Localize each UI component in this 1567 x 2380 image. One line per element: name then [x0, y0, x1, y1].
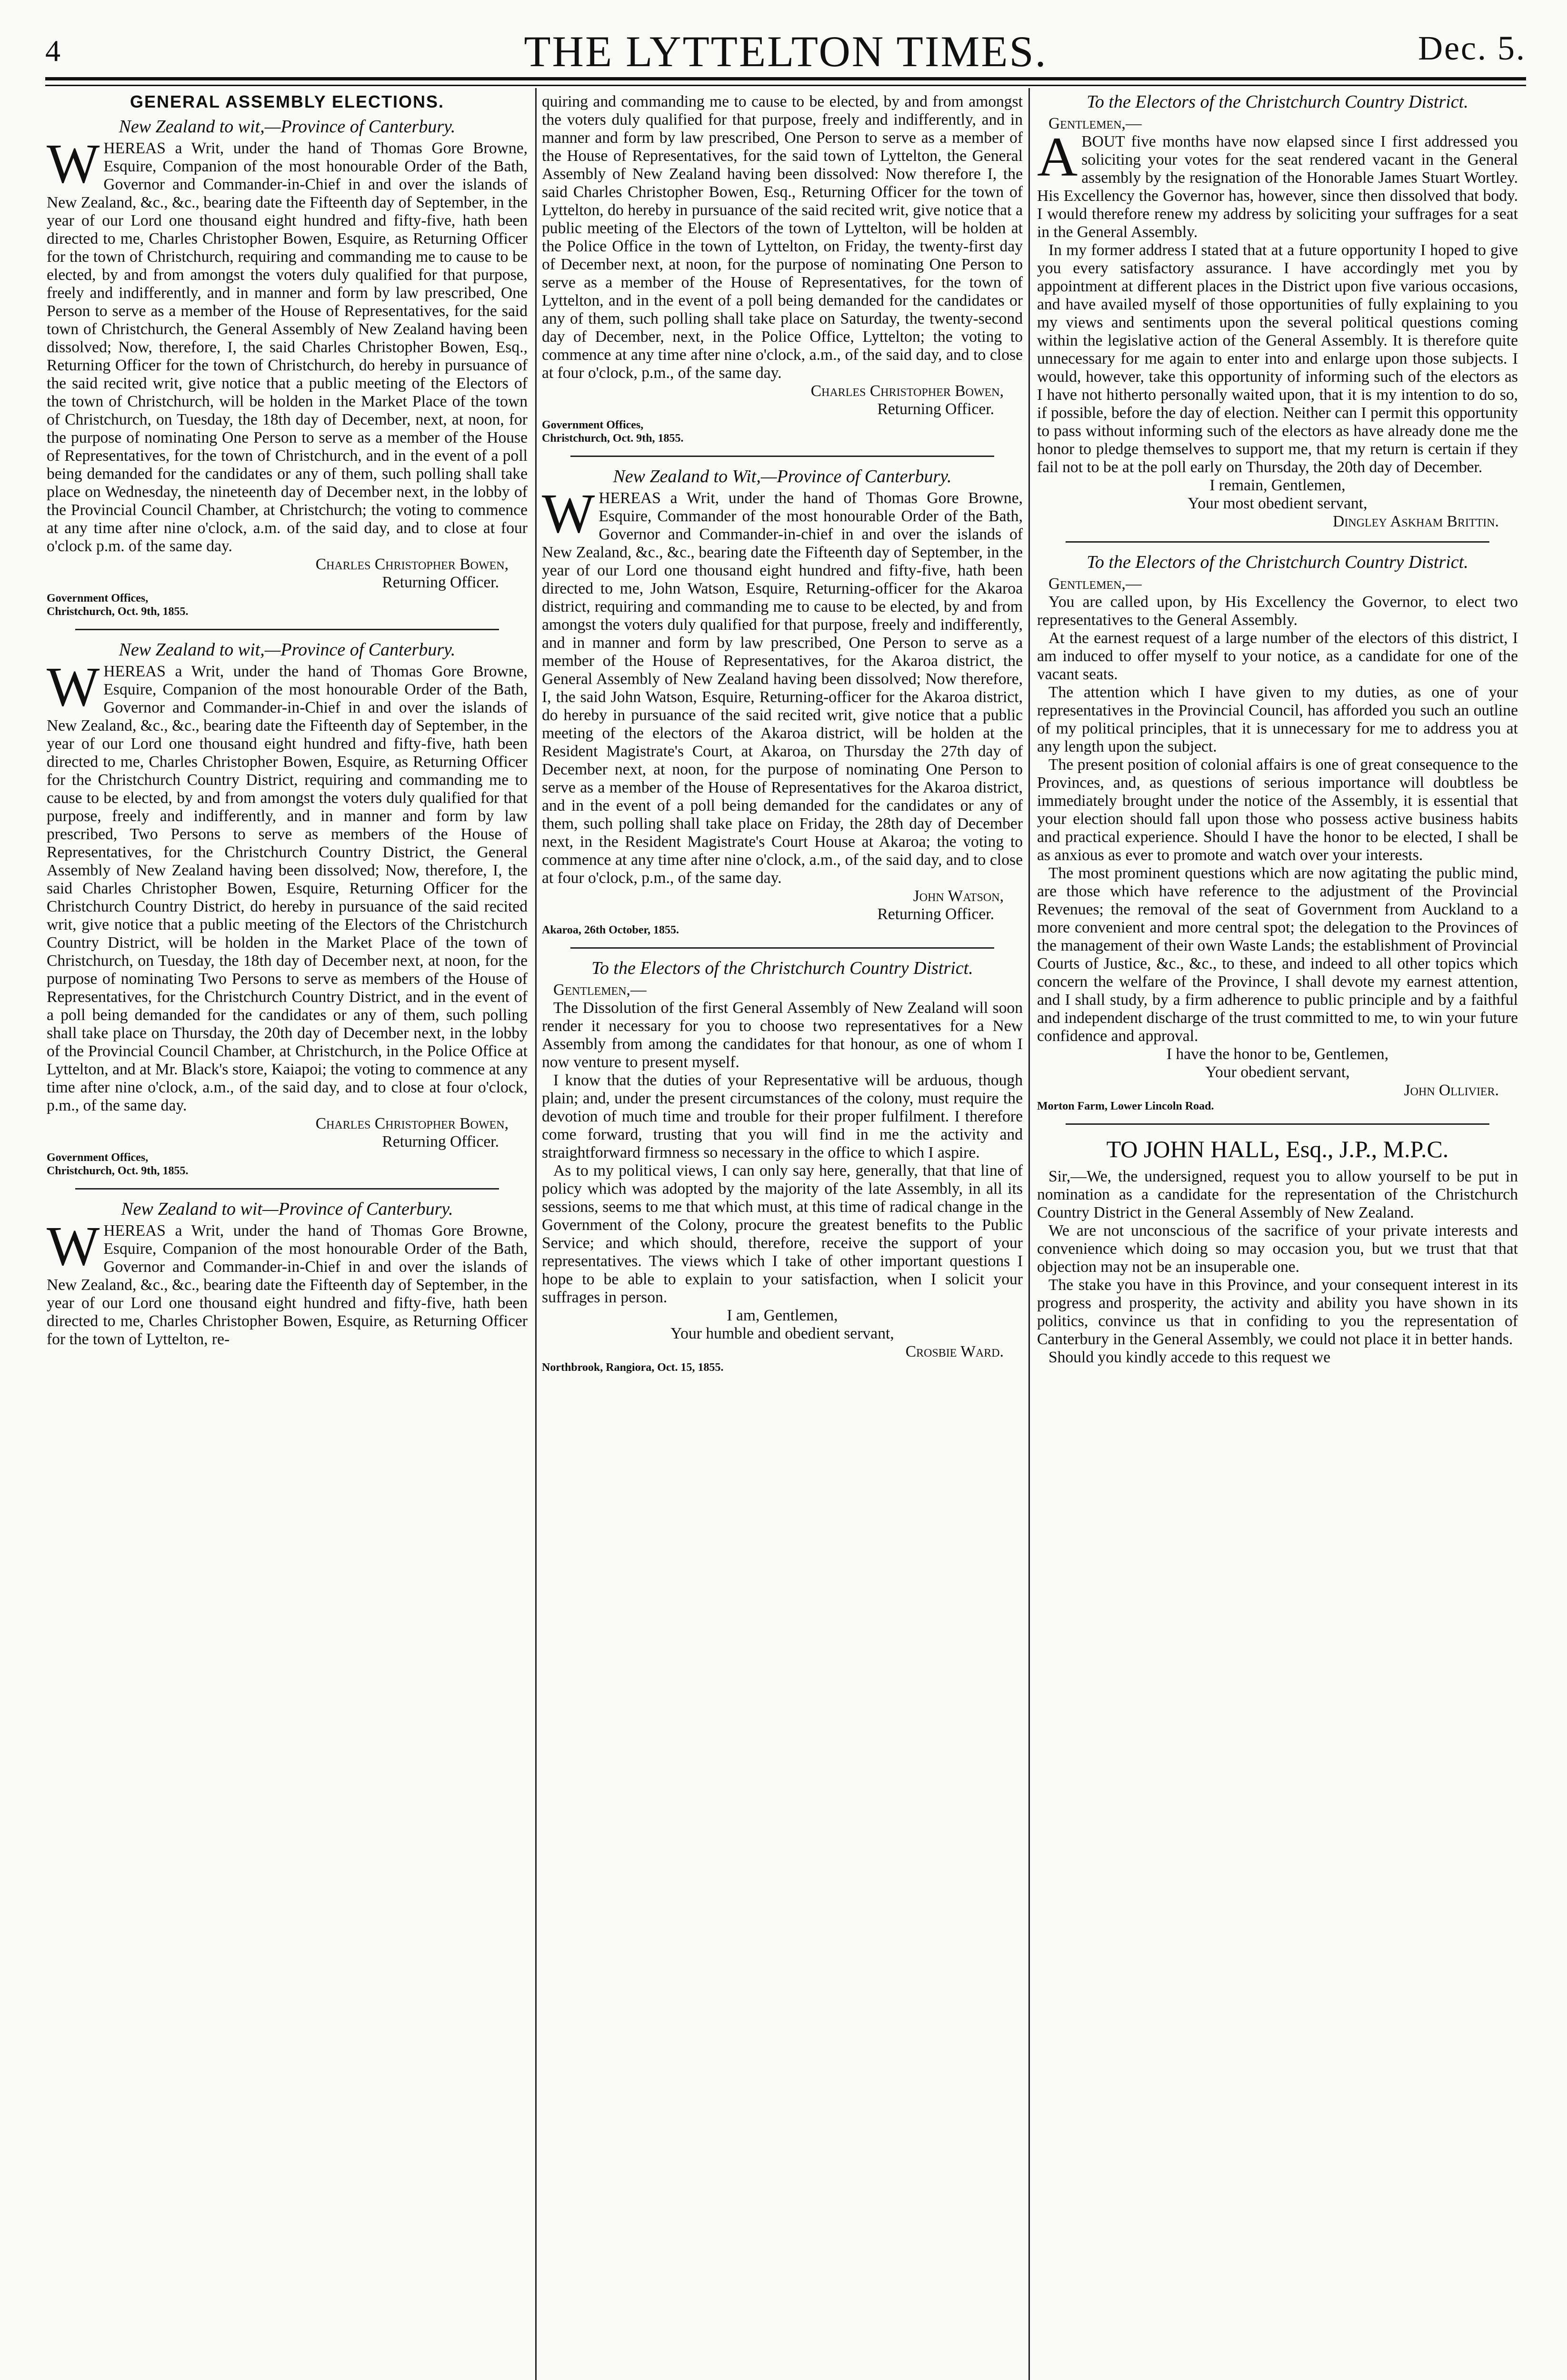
ollivier-paragraph-3: The attention which I have given to my duties, as one of your representatives in the Provincial Council, has afforded you such an outline of my political principles, that it is unnecessary for me to address you at any length upon the subject. [1037, 684, 1518, 755]
notice-1-signature: Charles Christopher Bowen, [315, 555, 509, 573]
ollivier-paragraph-2: At the earnest request of a large number of the electors of this district, I am induced to offer myself to your notice, as a candidate for one of the vacant seats. [1037, 629, 1518, 683]
page-number: 4 [45, 34, 60, 68]
hall-paragraph-3: The stake you have in this Province, and your consequent interest in its progress and prosperity, the activity and ability you have shown in its politics, convince us that in confiding to you the representation of Canterbury in the General Assembly, we could not place it in better hands. [1037, 1276, 1518, 1348]
ward-address-heading: To the Electors of the Christchurch Country District. [591, 958, 973, 978]
notice-3-footer-date: Christchurch, Oct. 9th, 1855. [542, 432, 684, 445]
notice-1-dateline: New Zealand to wit,—Province of Canterbury. [119, 117, 456, 137]
ollivier-address-heading: To the Electors of the Christchurch Country District. [1087, 552, 1468, 572]
ollivier-paragraph-4: The present position of colonial affairs is one of great consequence to the Provinces, and, as questions of serious importance will doubtless be immediately brought under the notice of the Assembly, it is essential that your election should fall upon those who possess active business habits and practical experience. Should I have the honor to be elected, I shall be as anxious as ever to promote and watch over your interests. [1037, 756, 1518, 864]
brittin-address-heading: To the Electors of the Christchurch Country District. [1087, 93, 1468, 112]
notice-1-dropcap: W [47, 132, 100, 195]
brittin-closing-2: Your most obedient servant, [1188, 495, 1367, 512]
ollivier-salutation: Gentlemen,— [1048, 575, 1142, 593]
notice-1-footer-date: Christchurch, Oct. 9th, 1855. [47, 605, 189, 618]
notice-3-signature: Charles Christopher Bowen, [810, 382, 1004, 400]
notice-1-body: HEREAS a Writ, under the hand of Thomas Gore Browne, Esquire, Companion of the most honourable Order of the Bath, Governor and Commander-in-Chief in and over the islands of New Zealand, &c., &c., bearing date the Fifteenth day of September, in the year of our Lord one thousand eight hundred and fifty-five, hath been directed to me, Charles Christopher Bowen, Esquire, as Returning Officer for the town of Christchurch, requiring and commanding me to cause to be elected, by and from amongst the voters duly qualified for that purpose, freely and indifferently, and in manner and form by law prescribed, One Person to serve as a member of the House of Representatives, for the said town of Christchurch, the General Assembly of New Zealand having been dissolved; Now, therefore, I, the said Charles Christopher Bowen, Esq., Returning Officer for the town of Christchurch, do hereby in pursuance of the said recited writ, give notice that a public meeting of the Electors of the town of Christchurch, will be holden in the Market Place of the town of Christchurch, on Tuesday, the 18th day of December, next, at noon, for the purpose of nominating One Person to serve as a member of the House of Representatives, for the town of Christchurch, and in the event of a poll being demanded for the candidates or any of them, such polling shall take place on Wednesday, the nineteenth day of December next, in the lobby of the Provincial Council Chamber, at Christchurch; the voting to commence at any time after nine o'clock, a.m. of the said day, and to close at four o'clock p.m. of the same day. [47, 139, 528, 555]
separator [570, 456, 994, 457]
notice-1-signature-title: Returning Officer. [382, 574, 499, 591]
column-divider-1 [535, 88, 537, 2380]
notice-3-signature-title: Returning Officer. [877, 400, 994, 418]
notice-4-dateline: New Zealand to Wit,—Province of Canterbury. [613, 466, 952, 486]
column-2 [542, 93, 1023, 2380]
column-3 [1037, 93, 1518, 2380]
separator [75, 629, 499, 630]
notice-3-footer-office: Government Offices, [542, 419, 644, 431]
ollivier-paragraph-5: The most prominent questions which are now agitating the public mind, are those which have reference to the adjustment of the Provincial Revenues; the removal of the seat of Government from Auckland to a more convenient and more central spot; the delegation to the Provinces of the management of their own Waste Lands; the establishment of Provincial Courts of Justice, &c., &c., to these, and indeed to all other topics which concern the welfare of the Province, I shall devote my earnest attention, and I shall study, by a firm adherence to public principle and by a faithful and independent discharge of the trust committed to me, to win your future confidence and approval. [1037, 864, 1518, 1045]
issue-date: Dec. 5. [1418, 29, 1526, 67]
brittin-signature: Dingley Askham Brittin. [1333, 513, 1499, 530]
masthead-rule-thin [45, 85, 1526, 86]
separator [75, 1188, 499, 1190]
ward-paragraph-3: As to my political views, I can only say here, generally, that that line of policy which was adopted by the majority of the late Assembly, in all its sessions, seems to me that which must, at this time of radical change in the Government of the Colony, procure the greatest benefits to the Public Service; and which should, therefore, receive the support of your representatives. The views which I take of other important questions I hope to be able to explain to your satisfaction, when I solicit your suffrages in person. [542, 1162, 1023, 1306]
ward-salutation: Gentlemen,— [553, 981, 647, 999]
ward-signature: Crosbie Ward. [905, 1343, 1004, 1360]
ollivier-paragraph-1: You are called upon, by His Excellency the Governor, to elect two representatives to the General Assembly. [1037, 593, 1518, 629]
notice-3-dateline: New Zealand to wit—Province of Canterbury. [121, 1199, 453, 1219]
brittin-dropcap: A [1037, 126, 1078, 188]
hall-paragraph-4: Should you kindly accede to this request we [1048, 1349, 1331, 1366]
notice-4-signature: John Watson, [913, 887, 1004, 905]
brittin-paragraph-1: BOUT five months have now elapsed since I first addressed you soliciting your votes for the seat rendered vacant in the General assembly by the resignation of the Honorable James Stuart Wortley. His Excellency the Governor has, however, since then dissolved that body. I would therefore renew my address by soliciting your suffrages for a seat in the General Assembly. [1037, 133, 1518, 241]
ward-footer-address: Northbrook, Rangiora, Oct. 15, 1855. [542, 1361, 724, 1374]
separator [570, 947, 994, 949]
ollivier-closing-1: I have the honor to be, Gentlemen, [1166, 1045, 1389, 1063]
notice-3-dropcap: W [47, 1215, 100, 1277]
notice-1-footer-office: Government Offices, [47, 592, 149, 605]
notice-4-footer-date: Akaroa, 26th October, 1855. [542, 924, 679, 936]
section-heading: GENERAL ASSEMBLY ELECTIONS. [130, 93, 445, 111]
notice-2-body: HEREAS a Writ, under the hand of Thomas Gore Browne, Esquire, Companion of the most honourable Order of the Bath, Governor and Commander-in-Chief in and over the islands of New Zealand, &c., &c., bearing date the Fifteenth day of September, in the year of our Lord one thousand eight hundred and fifty-five, hath been directed to me, Charles Christopher Bowen, Esquire, as Returning Officer for the Christchurch Country District, requiring and commanding me to cause to be elected, by and from amongst the voters duly qualified for that purpose, freely and indifferently, and in manner and form by law prescribed, Two Persons to serve as members of the House of Representatives, for the Christchurch Country District, the General Assembly of New Zealand having been dissolved; Now, therefore, I, the said Charles Christopher Bowen, Esquire, Returning Officer for the Christchurch Country District, do hereby in pursuance of the said recited writ, give notice that a public meeting of the Electors of the Christchurch Country District, will be holden in the Market Place of the town of Christchurch, on Tuesday, the 18th day of December next, at noon, for the purpose of nominating Two Persons to serve as members of the House of Representatives, for the Christchurch Country District, and in the event of a poll being demanded for the candidates or any of them, such polling shall take place on Thursday, the 20th day of December next, in the lobby of the Provincial Council Chamber, at Christchurch, in the Police Office at Lyttelton, and at Mr. Black's store, Kaiapoi; the voting to commence at any time after nine o'clock, a.m., of the said day, and to close at four o'clock, p.m., of the same day. [47, 663, 528, 1114]
notice-4-signature-title: Returning Officer. [877, 905, 994, 923]
notice-3-continuation: quiring and commanding me to cause to be elected, by and from amongst the voters duly qualified for that purpose, freely and indifferently, and in manner and form by law prescribed, One Person to serve as a member of the House of Representatives, for the said town of Lyttelton, the General Assembly of New Zealand having been dissolved: Now therefore I, the said Charles Christopher Bowen, Esq., Returning Officer for the town of Lyttelton, do hereby in pursuance of the said recited writ, give notice that a public meeting of the Electors of the town of Lyttelton, will be holden at the Police Office in the town of Lyttelton, on Friday, the twenty-first day of December next, at noon, for the purpose of nominating One Person to serve as a member of the House of Representatives, for the town of Lyttelton, and in the event of a poll being demanded for the candidates or any of them, such polling shall take place on Saturday, the twenty-second day of December, next, in the Police Office, Lyttelton; the voting to commence at any time after nine o'clock, a.m., of the said day, and to close at four o'clock, p.m., of the same day. [542, 93, 1023, 382]
column-divider-2 [1028, 88, 1030, 2380]
notice-2-footer-date: Christchurch, Oct. 9th, 1855. [47, 1165, 189, 1177]
brittin-paragraph-2: In my former address I stated that at a future opportunity I hoped to give you every satisfactory assurance. I have accordingly met you by appointment at different places in the District upon five various occasions, and have availed myself of those opportunities of fully explaining to you my views and sentiments upon the several political questions coming within the legislative action of the General Assembly. It is therefore quite unnecessary for me again to enter into and enlarge upon those subjects. I would, however, take this opportunity of informing such of the electors as I have not hitherto personally waited upon, that it is my intention to do so, if possible, before the day of election. Neither can I permit this opportunity to pass without informing such of the electors as have already done me the honor to pledge themselves to support me, that my return is certain if they fail not to be at the poll early on Thursday, the 20th day of December. [1037, 241, 1518, 476]
hall-paragraph-1: Sir,—We, the undersigned, request you to allow yourself to be put in nomination as a candidate for the representation of the Christchurch Country District in the General Assembly of New Zealand. [1037, 1168, 1518, 1221]
ward-closing-2: Your humble and obedient servant, [670, 1325, 894, 1342]
notice-3-body: HEREAS a Writ, under the hand of Thomas Gore Browne, Esquire, Companion of the most honourable Order of the Bath, Governor and Commander-in-Chief in and over the islands of New Zealand, &c., &c., bearing date the Fifteenth day of September, in the year of our Lord one thousand eight hundred and fifty-five, hath been directed to me, Charles Christopher Bowen, Esquire, as Returning Officer for the town of Lyttelton, re- [47, 1222, 528, 1348]
newspaper-title: THE LYTTELTON TIMES. [524, 27, 1048, 76]
ollivier-signature: John Ollivier. [1404, 1081, 1499, 1099]
separator [1066, 541, 1489, 543]
ollivier-closing-2: Your obedient servant, [1205, 1063, 1350, 1081]
separator [1066, 1123, 1489, 1125]
column-1 [47, 93, 528, 2380]
ward-paragraph-2: I know that the duties of your Representative will be arduous, though plain; and, under the present circumstances of the colony, must require the devotion of much time and trouble for their proper fulfilment. I therefore come forward, trusting that you will find in me the activity and straightforward firmness so necessary in the office to which I aspire. [542, 1071, 1023, 1161]
ward-closing-1: I am, Gentlemen, [727, 1307, 838, 1324]
ward-paragraph-1: The Dissolution of the first General Assembly of New Zealand will soon render it necessary for you to choose two representatives for a New Assembly from among the candidates for that honour, as one of whom I now venture to present myself. [542, 999, 1023, 1071]
ollivier-footer-address: Morton Farm, Lower Lincoln Road. [1037, 1100, 1214, 1112]
notice-2-dateline: New Zealand to wit,—Province of Canterbury. [119, 640, 456, 660]
notice-2-footer-office: Government Offices, [47, 1151, 149, 1164]
hall-paragraph-2: We are not unconscious of the sacrifice of your private interests and convenience which doing so may occasion you, but we trust that that objection may not be an insuperable one. [1037, 1222, 1518, 1276]
notice-2-dropcap: W [47, 655, 100, 718]
notice-2-signature: Charles Christopher Bowen, [315, 1115, 509, 1132]
notice-4-body: HEREAS a Writ, under the hand of Thomas Gore Browne, Esquire, Commander of the most honourable Order of the Bath, Governor and Commander-in-chief in and over the islands of New Zealand, &c., &c., bearing date the Fifteenth day of September, in the year of our Lord one thousand eight hundred and fifty-five, hath been directed to me, John Watson, Esquire, Returning-officer for the Akaroa district, requiring and commanding me to cause to be elected, by and from amongst the voters duly qualified for that purpose, freely and indifferently, and in manner and form by law prescribed, One Person to serve as a member of the House of Representatives, for the Akaroa district, the General Assembly of New Zealand having been dissolved; Now therefore, I, the said John Watson, Esquire, Returning-officer for the Akaroa district, do hereby in pursuance of the said recited writ, give notice that a public meeting of the electors of the Akaroa district, will be holden at the Resident Magistrate's Court, at Akaroa, on Thursday the 27th day of December next, at noon, for the purpose of nominating One Person to serve as a member of the House of Representatives for the Akaroa district, and in the event of a poll being demanded for the candidates or any of them, such polling shall take place on Friday, the 28th day of December next, in the Resident Magistrate's Court House at Akaroa; the voting to commence at any time after nine o'clock, a.m., of the said day, and to close at four o'clock, p.m., of the same day. [542, 489, 1023, 887]
notice-2-signature-title: Returning Officer. [382, 1133, 499, 1150]
masthead [45, 26, 1526, 74]
brittin-salutation: Gentlemen,— [1048, 115, 1142, 132]
notice-4-dropcap: W [542, 482, 595, 545]
brittin-closing-1: I remain, Gentlemen, [1209, 476, 1346, 494]
hall-requisition-heading: TO JOHN HALL, Esq., J.P., M.P.C. [1106, 1136, 1449, 1162]
masthead-rule-thick [45, 77, 1526, 80]
